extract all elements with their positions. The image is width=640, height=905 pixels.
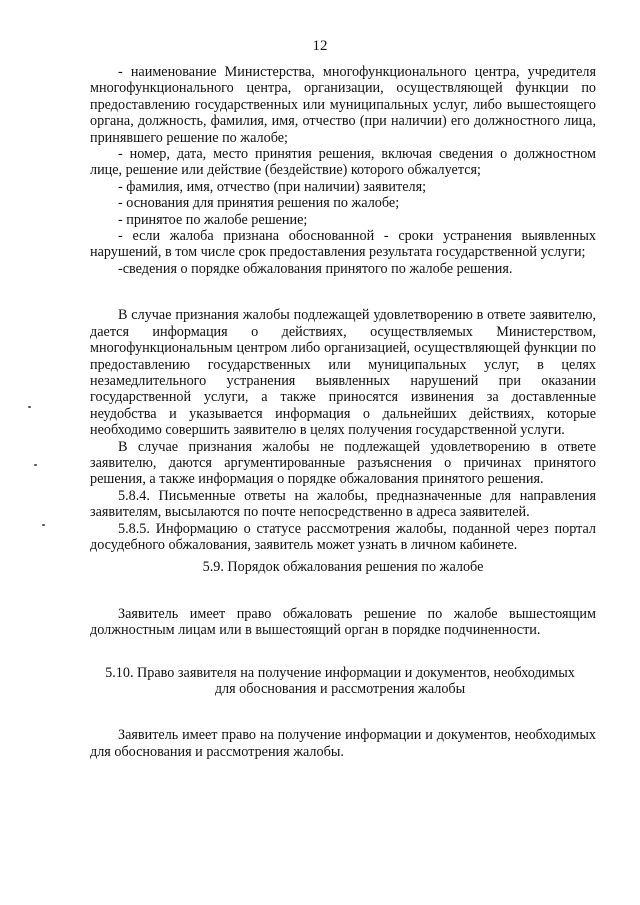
list-item: - фамилия, имя, отчество (при наличии) заявителя; xyxy=(118,178,427,195)
list-item: - принятое по жалобе решение; xyxy=(118,211,308,228)
list-item: - основания для принятия решения по жалобе; xyxy=(118,195,400,212)
list-item: - наименование Министерства, многофункционального центра, учредителя многофункционального центра, организации, осуществляющей функции по предоставлению государственных или муниципальных услуг, либо вышестоящего органа, должность, фамилия, имя, отчество (при наличии) его должностного лица, принявшего решение по жалобе; xyxy=(90,64,596,146)
section-5-9-text: Заявитель имеет право обжаловать решение по жалобе вышестоящим должностным лицам или в вышестоящий орган в порядке подчиненности. xyxy=(90,605,596,639)
scan-speck xyxy=(42,524,45,526)
paragraph-not-satisfied: В случае признания жалобы не подлежащей удовлетворению в ответе заявителю, даются аргументированные разъяснения о причинах принятого решения, а также информация о порядке обжалования принятого решения. xyxy=(90,438,596,488)
scan-speck xyxy=(28,406,31,408)
section-5-9-heading: 5.9. Порядок обжалования решения по жалобе xyxy=(202,559,484,576)
paragraph-satisfied: В случае признания жалобы подлежащей удовлетворению в ответе заявителю, дается информация о действиях, осуществляемых Министерством, многофункциональным центром либо организацией, осуществляющей функции по предоставлению государственных или муниципальных услуг, в целях незамедлительного устранения выявленных нарушений при оказании государственной услуги, а также приносятся извинения за доставленные неудобства и указывается информация о дальнейших действиях, которые необходимо совершить заявителю в целях получения государственной услуги. xyxy=(90,307,596,439)
page-number: 12 xyxy=(312,38,328,54)
paragraph-5-8-4: 5.8.4. Письменные ответы на жалобы, предназначенные для направления заявителям, высылаются по почте непосредственно в адреса заявителей. xyxy=(90,487,596,521)
section-5-10-heading xyxy=(84,665,596,698)
section-5-10-text: Заявитель имеет право на получение информации и документов, необходимых для обоснования и рассмотрения жалобы. xyxy=(90,727,596,760)
paragraph-5-8-5: 5.8.5. Информацию о статусе рассмотрения жалобы, поданной через портал досудебного обжалования, заявитель может узнать в личном кабинете. xyxy=(90,520,596,553)
section-5-10-heading-line2: для обоснования и рассмотрения жалобы xyxy=(214,681,466,697)
section-5-10-heading-line1: 5.10. Право заявителя на получение информации и документов, необходимых xyxy=(105,664,575,681)
list-item: - номер, дата, место принятия решения, включая сведения о должностном лице, решение или действие (бездействие) которого обжалуется; xyxy=(90,146,596,179)
list-item: - если жалоба признана обоснованной - сроки устранения выявленных нарушений, в том числе срок предоставления результата государственной услуги; xyxy=(90,228,596,261)
list-item: -сведения о порядке обжалования принятого по жалобе решения. xyxy=(118,260,513,277)
scan-speck xyxy=(34,464,37,466)
document-body xyxy=(90,64,596,760)
